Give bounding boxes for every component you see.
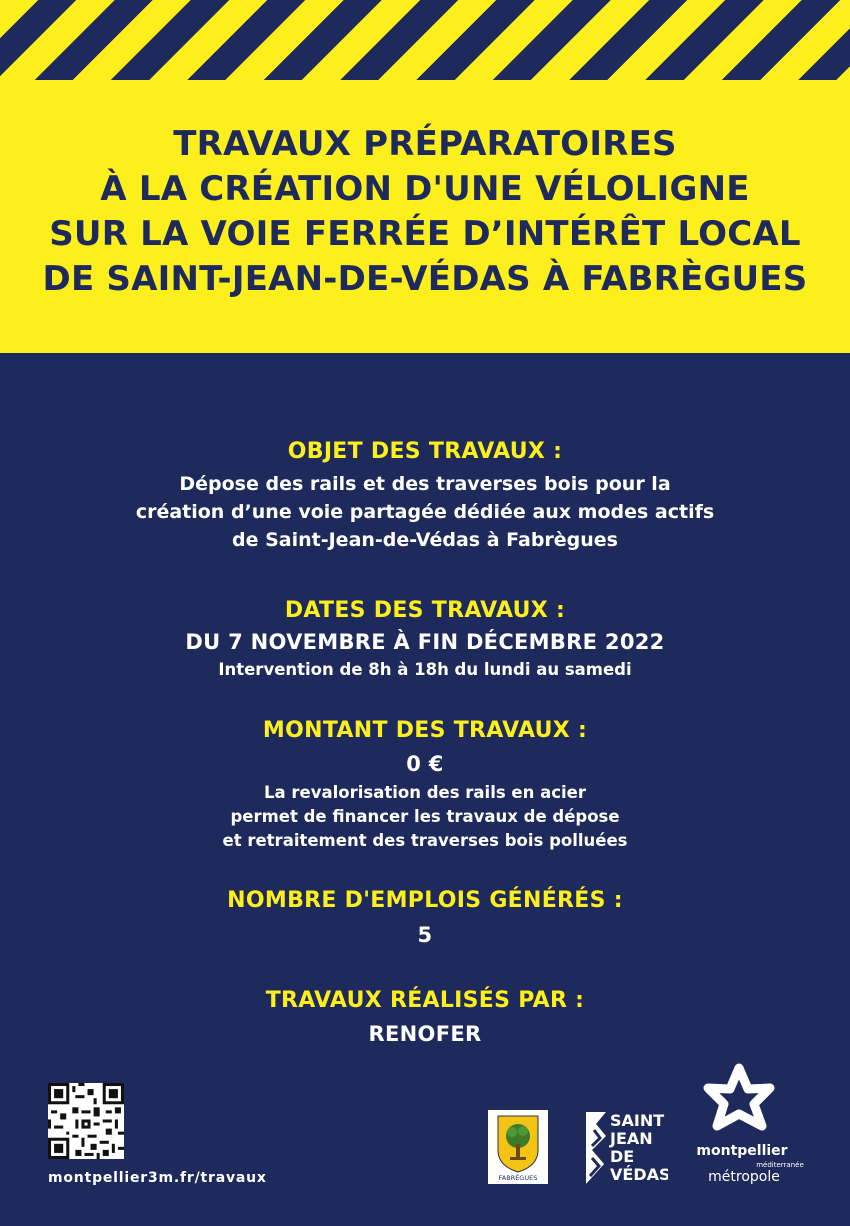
mmm-montpellier: montpellier — [696, 1143, 788, 1159]
objet-line: Dépose des rails et des traverses bois pour la — [179, 473, 671, 495]
dates-period: DU 7 NOVEMBRE À FIN DÉCEMBRE 2022 — [185, 630, 665, 654]
page-title — [0, 122, 850, 302]
montant-line: permet de financer les travaux de dépose — [230, 807, 620, 826]
emplois-heading: NOMBRE D'EMPLOIS GÉNÉRÉS : — [227, 888, 623, 913]
mmm-metropole: métropole — [708, 1169, 780, 1185]
sjv-line: DE — [610, 1147, 635, 1166]
title-line: TRAVAUX PRÉPARATOIRES — [173, 124, 677, 164]
objet-line: de Saint-Jean-de-Védas à Fabrègues — [232, 529, 618, 551]
objet-heading: OBJET DES TRAVAUX : — [287, 439, 563, 464]
montpellier-metropole-logo — [684, 1062, 814, 1192]
objet-text — [0, 470, 850, 554]
realises-value: RENOFER — [368, 1022, 482, 1046]
montant-value: 0 € — [406, 752, 444, 776]
header-band — [0, 0, 850, 353]
website-link[interactable]: montpellier3m.fr/travaux — [48, 1170, 267, 1186]
objet-line: création d’une voie partagée dédiée aux modes actifs — [135, 501, 715, 523]
fabregues-logo — [488, 1110, 548, 1184]
title-line: SUR LA VOIE FERRÉE D’INTÉRÊT LOCAL — [49, 214, 801, 254]
dates-heading: DATES DES TRAVAUX : — [284, 598, 566, 623]
sjv-line: JEAN — [610, 1129, 653, 1148]
montant-line: et retraitement des traverses bois polluées — [222, 831, 628, 850]
realises-heading: TRAVAUX RÉALISÉS PAR : — [265, 988, 585, 1013]
emplois-value: 5 — [417, 923, 433, 947]
montant-heading: MONTANT DES TRAVAUX : — [262, 718, 588, 743]
sjv-line: SAINT — [610, 1111, 665, 1130]
hazard-stripes — [0, 0, 850, 80]
saint-jean-de-vedas-logo — [584, 1110, 668, 1186]
montant-line: La revalorisation des rails en acier — [263, 783, 587, 802]
title-line: DE SAINT-JEAN-DE-VÉDAS À FABRÈGUES — [42, 259, 808, 299]
star-icon — [708, 1068, 770, 1126]
title-line: À LA CRÉATION D'UNE VÉLOLIGNE — [100, 169, 750, 209]
qr-code-icon — [48, 1083, 124, 1159]
sjv-line: VÉDAS — [610, 1165, 668, 1184]
dates-hours: Intervention de 8h à 18h du lundi au samedi — [218, 660, 632, 679]
qr-code[interactable] — [48, 1083, 124, 1159]
mmm-mediterranee: méditerranée — [756, 1161, 804, 1169]
fabregues-logo-text: FABRÈGUES — [498, 1174, 538, 1182]
montant-text — [0, 781, 850, 853]
